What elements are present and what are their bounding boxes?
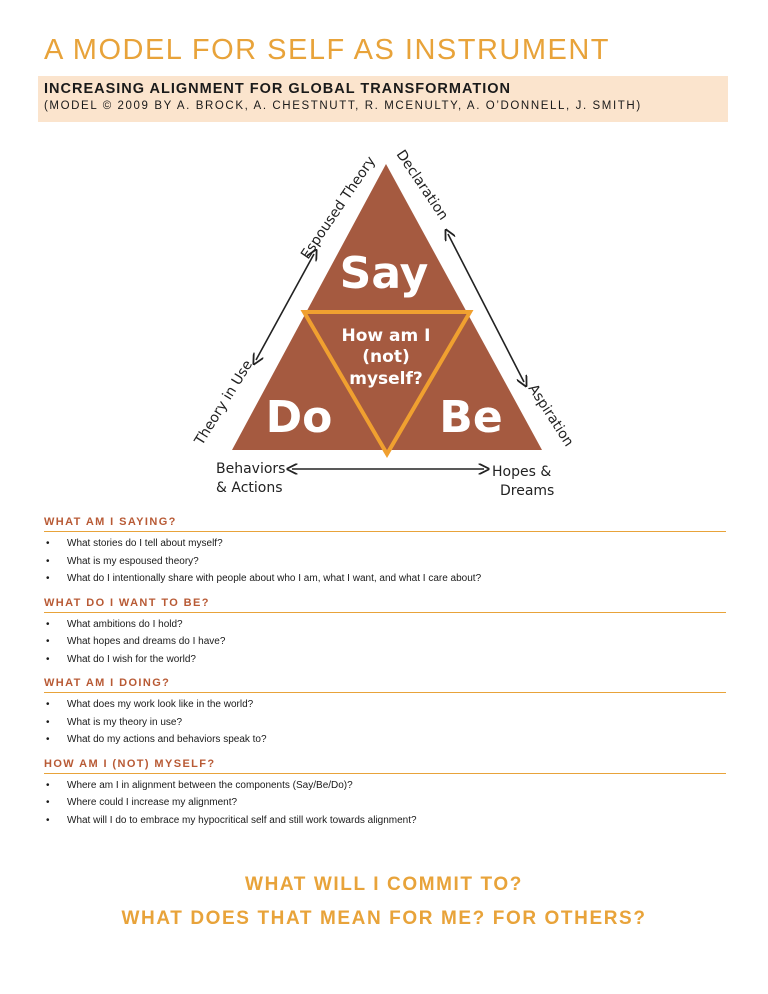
list-item: • What do my actions and behaviors speak to?: [44, 731, 726, 749]
list-item: • What do I intentionally share with people about who I am, what I want, and what I care about?: [44, 570, 726, 588]
list-item: • What is my theory in use?: [44, 714, 726, 732]
subtitle: INCREASING ALIGNMENT FOR GLOBAL TRANSFORMATION: [44, 81, 512, 97]
section-heading: WHAT DO I WANT TO BE?: [44, 597, 726, 613]
be-label: Be: [439, 392, 503, 443]
copyright-line: (MODEL © 2009 BY A. BROCK, A. CHESTNUTT, R. MCENULTY, A. O’DONNELL, J. SMITH): [44, 100, 642, 112]
list-item: • What ambitions do I hold?: [44, 616, 726, 634]
section-heading: HOW AM I (NOT) MYSELF?: [44, 758, 726, 774]
list-item: • What does my work look like in the world?: [44, 696, 726, 714]
list-item: • Where am I in alignment between the components (Say/Be/Do)?: [44, 777, 726, 795]
section-heading: WHAT AM I SAYING?: [44, 516, 726, 532]
aspiration-label: Aspiration: [524, 381, 577, 450]
list-item: • What stories do I tell about myself?: [44, 535, 726, 553]
closing-questions: [0, 874, 768, 942]
center-label-line-3: myself?: [349, 369, 423, 389]
triangle-diagram-svg: [180, 142, 580, 502]
do-label: Do: [265, 392, 333, 443]
hopes-label-line-1: Hopes &: [492, 464, 552, 480]
question-sections: [44, 516, 726, 838]
closing-line-1: WHAT WILL I COMMIT TO?: [245, 874, 523, 895]
behaviors-label-line-2: & Actions: [216, 480, 283, 496]
section-doing: [44, 677, 726, 749]
list-item: • What hopes and dreams do I have?: [44, 633, 726, 651]
theory-in-use-label: Theory in Use: [191, 357, 257, 449]
hopes-label-line-2: Dreams: [500, 483, 555, 499]
espoused-theory-label: Espoused Theory: [298, 153, 379, 263]
list-item: • What is my espoused theory?: [44, 553, 726, 571]
question-list: [44, 535, 726, 588]
question-list: [44, 696, 726, 749]
list-item: • What will I do to embrace my hypocritical self and still work towards alignment?: [44, 812, 726, 830]
list-item: • Where could I increase my alignment?: [44, 794, 726, 812]
section-not-myself: [44, 758, 726, 830]
list-item: • What do I wish for the world?: [44, 651, 726, 669]
question-list: [44, 777, 726, 830]
say-label: Say: [339, 248, 429, 299]
declaration-label: Declaration: [392, 147, 452, 224]
say-be-do-diagram: [180, 142, 580, 502]
page-title: A MODEL FOR SELF AS INSTRUMENT: [44, 34, 611, 66]
question-list: [44, 616, 726, 669]
behaviors-label-line-1: Behaviors: [216, 461, 286, 477]
center-label-line-2: (not): [362, 347, 410, 367]
center-label-line-1: How am I: [341, 326, 431, 346]
section-heading: WHAT AM I DOING?: [44, 677, 726, 693]
closing-line-2: WHAT DOES THAT MEAN FOR ME? FOR OTHERS?: [121, 908, 647, 929]
subtitle-band: [38, 76, 728, 122]
section-saying: [44, 516, 726, 588]
section-want-to-be: [44, 597, 726, 669]
